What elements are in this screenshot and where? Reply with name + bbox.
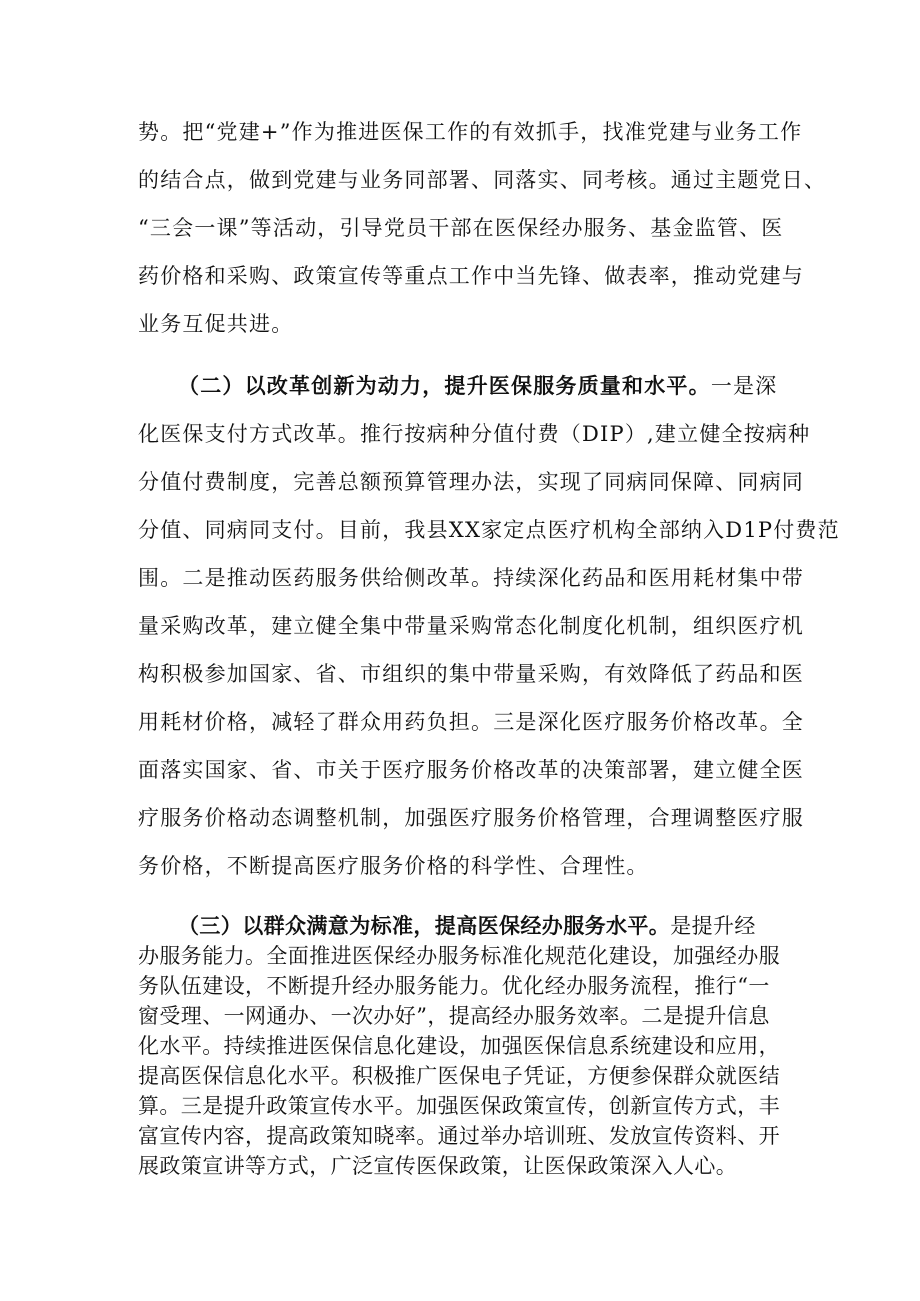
text-line: 用耗材价格，减轻了群众用药负担。三是深化医疗服务价格改革。全 <box>138 710 804 734</box>
text-line: 疗服务价格动态调整机制，加强医疗服务价格管理，合理调整医疗服 <box>138 806 804 830</box>
text-line: 围。二是推动医药服务供给侧改革。持续深化药品和医用耗材集中带 <box>138 566 804 590</box>
text-line: 展政策宣讲等方式，广泛宣传医保政策，让医保政策深入人心。 <box>138 1154 738 1178</box>
text-line: 量采购改革，建立健全集中带量采购常态化制度化机制，组织医疗机 <box>138 614 804 638</box>
text-span: 是提升经 <box>670 914 756 938</box>
text-line: 富宣传内容，提高政策知晓率。通过举办培训班、发放宣传资料、开 <box>138 1124 780 1148</box>
text-line: 化水平。持续推进医保信息化建设，加强医保信息系统建设和应用， <box>138 1034 780 1058</box>
text-line: 务队伍建设，不断提升经办服务能力。优化经办服务流程，推行“一 <box>138 974 770 998</box>
text-line: 窗受理、一网通办、一次办好”，提高经办服务效率。二是提升信息 <box>138 1004 770 1028</box>
section-heading: （三）以群众满意为标准，提高医保经办服务水平。 <box>178 913 671 938</box>
text-line: 办服务能力。全面推进医保经办服务标准化规范化建设，加强经办服 <box>138 944 780 968</box>
text-line: “三会一课”等活动，引导党员干部在医保经办服务、基金监管、医 <box>138 216 784 240</box>
text-line: 算。三是提升政策宣传水平。加强医保政策宣传，创新宣传方式，丰 <box>138 1094 780 1118</box>
text-line: 分值付费制度，完善总额预算管理办法，实现了同病同保障、同病同 <box>138 470 804 494</box>
text-line: 的结合点，做到党建与业务同部署、同落实、同考核。通过主题党日、 <box>138 168 827 192</box>
text-span: 一是深 <box>710 374 778 398</box>
text-line: 提高医保信息化水平。积极推广医保电子凭证，方便参保群众就医结 <box>138 1064 780 1088</box>
paragraph-first-line <box>178 912 756 940</box>
text-line: 势。把“党建+”作为推进医保工作的有效抓手，找准党建与业务工作 <box>138 120 803 144</box>
text-line: 业务互促共进。 <box>138 312 294 336</box>
text-line: 化医保支付方式改革。推行按病种分值付费（DIP）,建立健全按病种 <box>138 422 811 446</box>
text-line: 药价格和采购、政策宣传等重点工作中当先锋、做表率，推动党建与 <box>138 264 804 288</box>
text-line: 面落实国家、省、市关于医疗服务价格改革的决策部署，建立健全医 <box>138 758 804 782</box>
text-line: 分值、同病同支付。目前，我县XX家定点医疗机构全部纳入D1P付费范 <box>138 518 840 542</box>
section-heading: （二）以改革创新为动力，提升医保服务质量和水平。 <box>178 373 711 398</box>
text-line: 构积极参加国家、省、市组织的集中带量采购，有效降低了药品和医 <box>138 662 804 686</box>
paragraph-first-line <box>178 372 777 400</box>
text-line: 务价格，不断提高医疗服务价格的科学性、合理性。 <box>138 854 649 878</box>
